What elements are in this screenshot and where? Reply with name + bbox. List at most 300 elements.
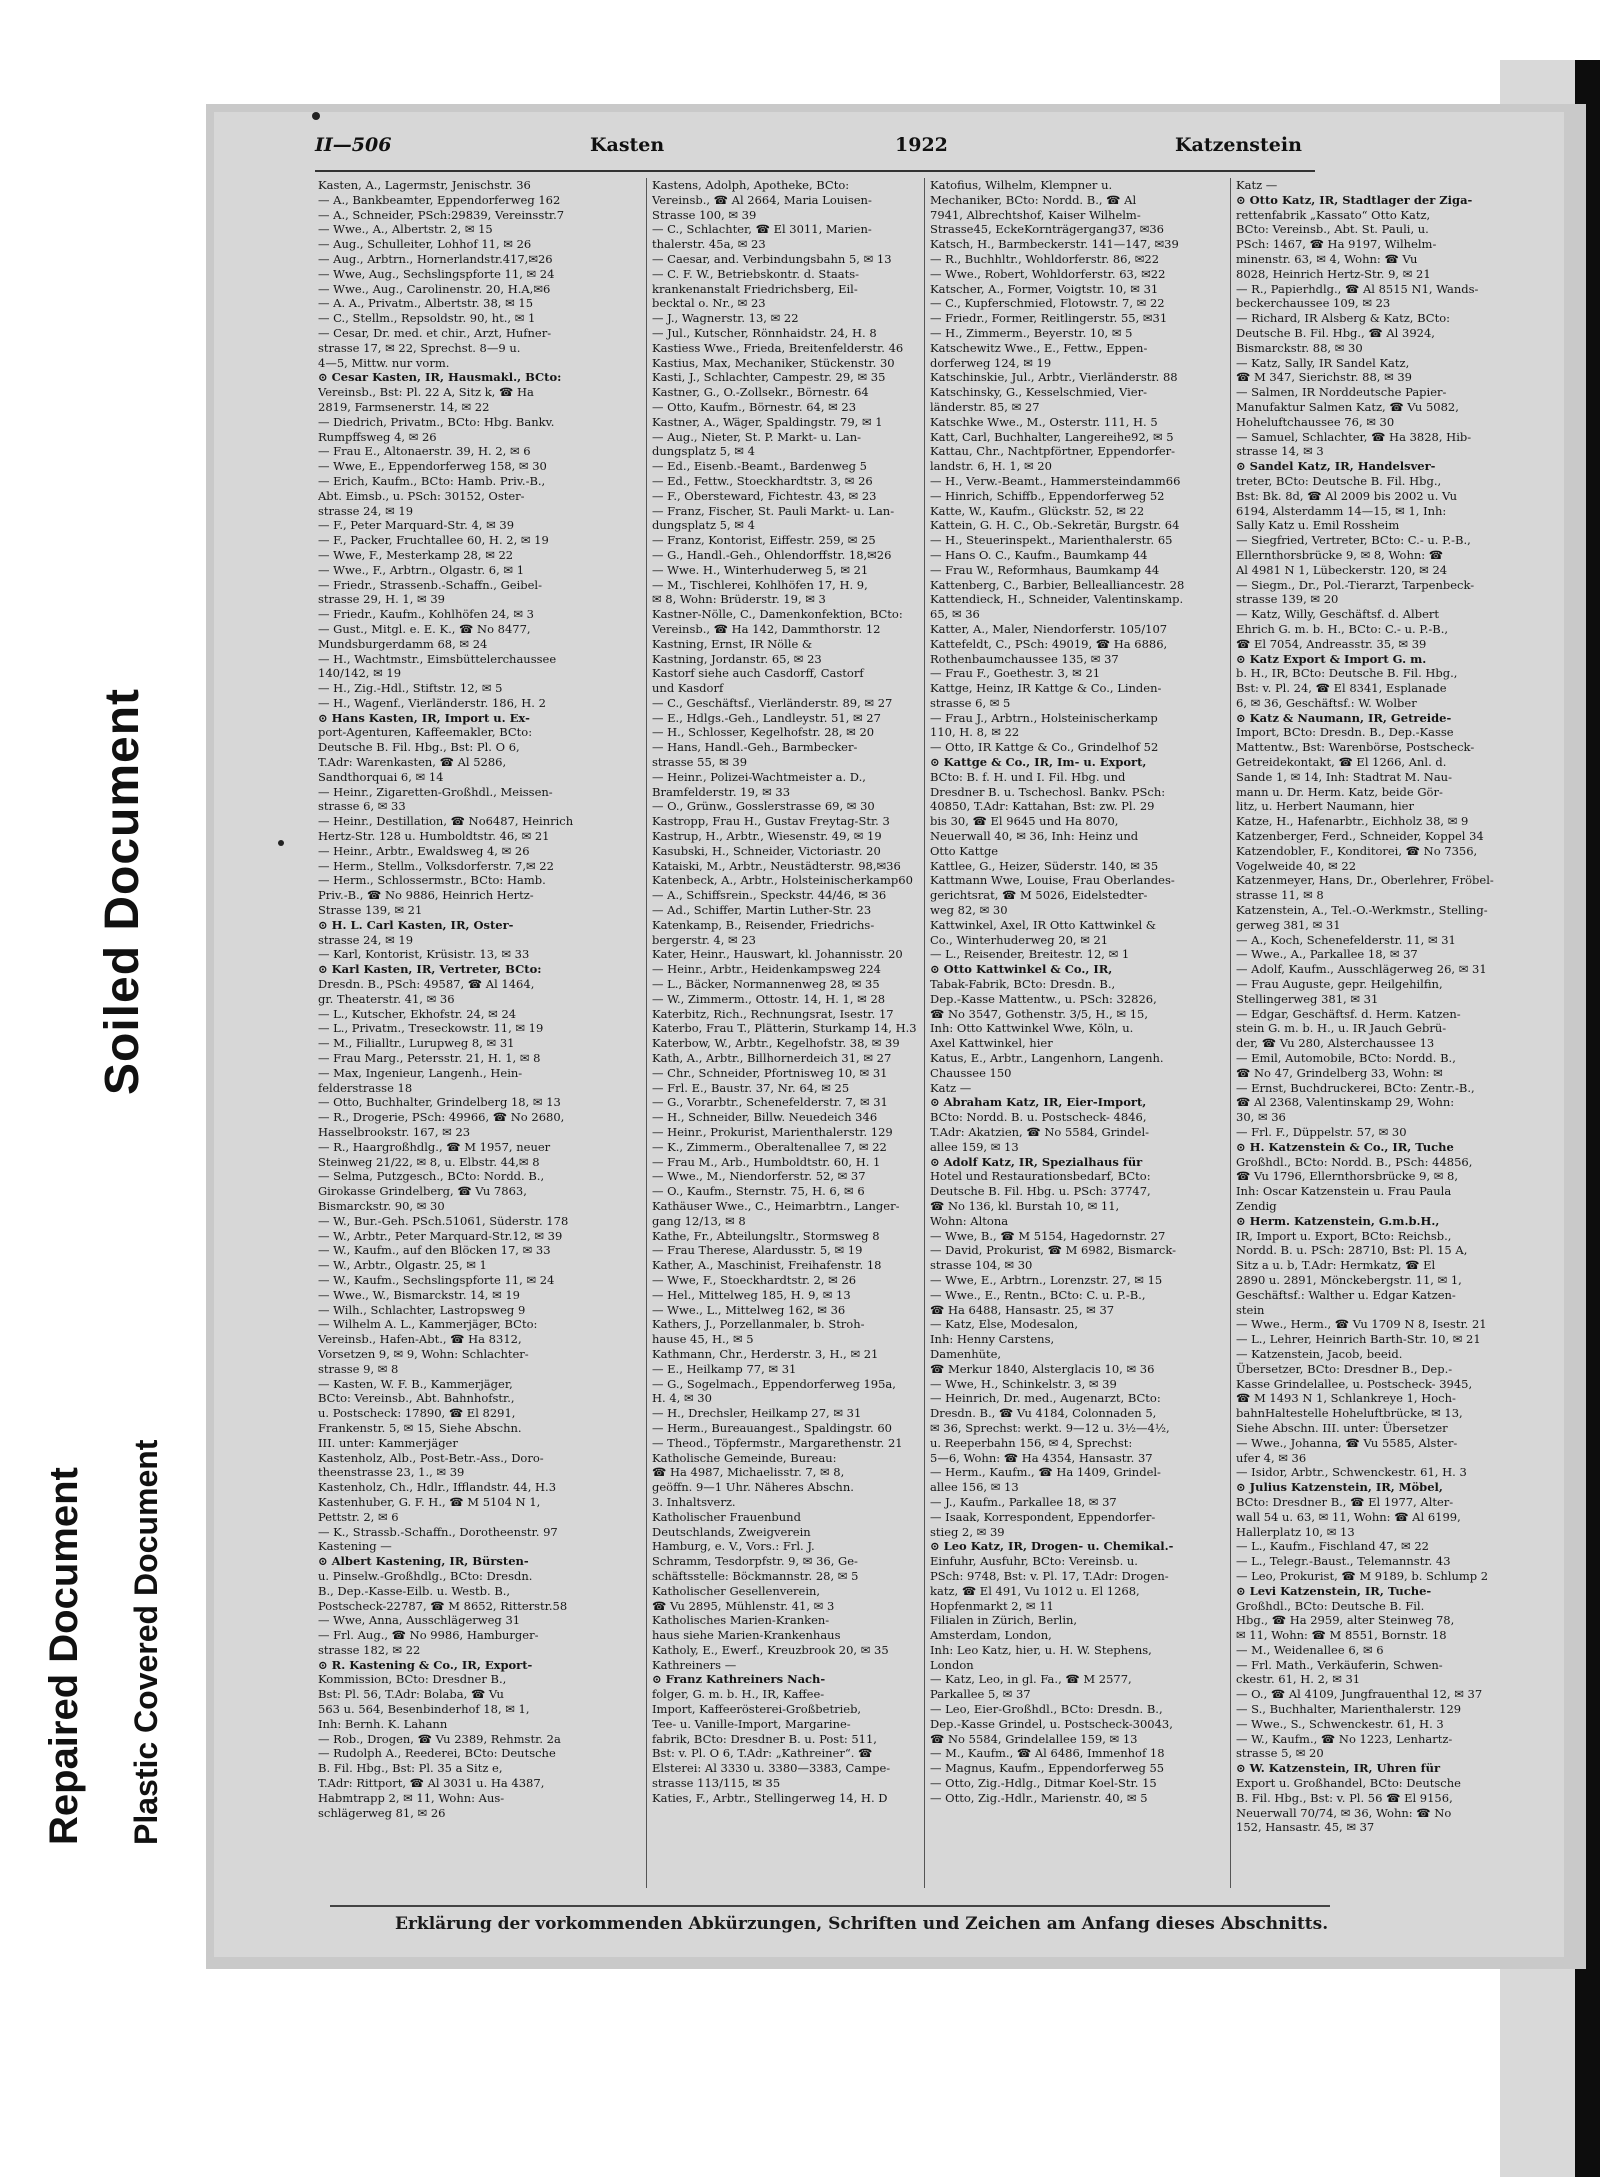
- directory-entry-line: Katte, W., Kaufm., Glückstr. 52, ✉ 22: [930, 503, 1145, 518]
- directory-entry-line: schäftsstelle: Böckmannstr. 28, ✉ 5: [652, 1568, 859, 1583]
- directory-entry-line: ⊙ R. Kastening & Co., IR, Export-: [318, 1657, 533, 1672]
- soiled-document-label: Soiled Document: [96, 687, 149, 1095]
- directory-entry-line: — Isaak, Korrespondent, Eppendorfer-: [930, 1509, 1156, 1524]
- directory-entry-line: — Wwe., Herm., ☎ Vu 1709 N 8, Isestr. 21: [1236, 1317, 1487, 1332]
- directory-entry-line: — H., Drechsler, Heilkamp 27, ✉ 31: [652, 1406, 862, 1421]
- directory-entry-line: gr. Theaterstr. 41, ✉ 36: [318, 991, 455, 1006]
- directory-entry-line: — Wwe., Robert, Wohldorferstr. 63, ✉22: [930, 266, 1166, 281]
- directory-entry-line: — Heinr., Arbtr., Heidenkampsweg 224: [652, 962, 881, 977]
- directory-entry-line: ⊙ Katz & Naumann, IR, Getreide-: [1236, 710, 1452, 725]
- directory-entry-line: — Siegm., Dr., Pol.-Tierarzt, Tarpenbeck-: [1236, 577, 1475, 592]
- directory-entry-line: strasse 5, ✉ 20: [1236, 1746, 1324, 1761]
- directory-entry-line: — H., Wachtmstr., Eimsbüttelerchaussee: [318, 651, 557, 666]
- directory-entry-line: hause 45, H., ✉ 5: [652, 1332, 754, 1347]
- directory-entry-line: Kastenholz, Alb., Post-Betr.-Ass., Doro-: [318, 1450, 544, 1465]
- directory-entry-line: — Rob., Drogen, ☎ Vu 2389, Rehmstr. 2a: [318, 1731, 561, 1746]
- directory-entry-line: — Franz, Kontorist, Eiffestr. 259, ✉ 25: [652, 533, 876, 548]
- directory-entry-line: — H., Zimmerm., Beyerstr. 10, ✉ 5: [930, 325, 1133, 340]
- directory-entry-line: gang 12/13, ✉ 8: [652, 1213, 746, 1228]
- header-first-entry: Kasten: [590, 134, 665, 156]
- directory-entry-line: — Friedr., Kaufm., Kohlhöfen 24, ✉ 3: [318, 607, 534, 622]
- directory-entry-line: ✉ 11, Wohn: ☎ M 8551, Bornstr. 18: [1236, 1628, 1447, 1643]
- directory-entry-line: geöffn. 9—1 Uhr. Näheres Abschn.: [652, 1480, 854, 1495]
- directory-entry-line: Katholy, E., Ewerf., Kreuzbrook 20, ✉ 35: [652, 1642, 889, 1657]
- directory-entry-line: Kattmann Wwe, Louise, Frau Oberlandes-: [930, 873, 1175, 888]
- directory-entry-line: — Otto, IR Kattge & Co., Grindelhof 52: [930, 740, 1159, 755]
- directory-entry-line: — O., Kaufm., Sternstr. 75, H. 6, ✉ 6: [652, 1184, 865, 1199]
- directory-entry-line: — Caesar, and. Verbindungsbahn 5, ✉ 13: [652, 251, 892, 266]
- directory-entry-line: BCto: Vereinsb., Abt. St. Pauli, u.: [1236, 222, 1429, 237]
- directory-entry-line: — Ad., Schiffer, Martin Luther-Str. 23: [652, 903, 872, 918]
- directory-entry-line: — Heinr., Zigaretten-Großhdl., Meissen-: [318, 784, 553, 799]
- directory-entry-line: — Rudolph A., Reederei, BCto: Deutsche: [318, 1746, 556, 1761]
- directory-entry-line: — O., ☎ Al 4109, Jungfrauenthal 12, ✉ 37: [1236, 1687, 1483, 1702]
- directory-column-3: [930, 178, 1230, 1888]
- directory-entry-line: Kathe, Fr., Abteilungsltr., Stormsweg 8: [652, 1228, 880, 1243]
- directory-entry-line: 563 u. 564, Besenbinderhof 18, ✉ 1,: [318, 1702, 530, 1717]
- directory-entry-line: — Wwe., L., Mittelweg 162, ✉ 36: [652, 1302, 846, 1317]
- directory-entry-line: — J., Wagnerstr. 13, ✉ 22: [652, 311, 799, 326]
- directory-entry-line: BCto: Vereinsb., Abt. Bahnhofstr.,: [318, 1391, 515, 1406]
- directory-entry-line: — Frau J., Arbtrn., Holsteinischerkamp: [930, 710, 1158, 725]
- directory-entry-line: — L., Privatm., Treseckowstr. 11, ✉ 19: [318, 1021, 544, 1036]
- directory-entry-line: Priv.-B., ☎ No 9886, Heinrich Hertz-: [318, 888, 534, 903]
- directory-entry-line: ⊙ Otto Katz, IR, Stadtlager der Ziga-: [1236, 192, 1473, 207]
- directory-entry-line: Deutsche B. Fil. Hbg. u. PSch: 37747,: [930, 1184, 1151, 1199]
- directory-entry-line: Neuerwall 40, ✉ 36, Inh: Heinz und: [930, 829, 1139, 844]
- directory-entry-line: Hoheluftchaussee 76, ✉ 30: [1236, 414, 1395, 429]
- directory-entry-line: Kastropp, Frau H., Gustav Freytag-Str. 3: [652, 814, 890, 829]
- directory-entry-line: Sally Katz u. Emil Rossheim: [1236, 518, 1400, 533]
- directory-entry-line: — Kasten, W. F. B., Kammerjäger,: [318, 1376, 513, 1391]
- directory-entry-line: — Heinr., Destillation, ☎ No6487, Heinrich: [318, 814, 574, 829]
- directory-entry-line: — Hel., Mittelweg 185, H. 9, ✉ 13: [652, 1287, 851, 1302]
- directory-entry-line: — Franz, Fischer, St. Pauli Markt- u. Lan-: [652, 503, 895, 518]
- directory-entry-line: mann u. Dr. Herm. Katz, beide Gör-: [1236, 784, 1443, 799]
- directory-entry-line: strasse 24, ✉ 19: [318, 932, 414, 947]
- directory-entry-line: — H., Wagenf., Vierländerstr. 186, H. 2: [318, 695, 546, 710]
- directory-entry-line: Katerbitz, Rich., Rechnungsrat, Isestr. 17: [652, 1006, 894, 1021]
- directory-entry-line: — Theod., Töpfermstr., Margarethenstr. 21: [652, 1435, 903, 1450]
- directory-entry-line: — Katzenstein, Jacob, beeid.: [1236, 1346, 1403, 1361]
- directory-entry-line: Katholischer Gesellenverein,: [652, 1583, 821, 1598]
- directory-entry-line: — Friedr., Former, Reitlingerstr. 55, ✉31: [930, 311, 1168, 326]
- directory-entry-line: — Karl, Kontorist, Krüsistr. 13, ✉ 33: [318, 947, 530, 962]
- directory-entry-line: — C., Kupferschmied, Flotowstr. 7, ✉ 22: [930, 296, 1165, 311]
- directory-entry-line: — A. A., Privatm., Albertstr. 38, ✉ 15: [318, 296, 534, 311]
- directory-entry-line: strasse 17, ✉ 22, Sprechst. 8—9 u.: [318, 340, 521, 355]
- directory-entry-line: Katschke Wwe., M., Osterstr. 111, H. 5: [930, 414, 1158, 429]
- directory-entry-line: dorferweg 124, ✉ 19: [930, 355, 1052, 370]
- directory-entry-line: 110, H. 8, ✉ 22: [930, 725, 1020, 740]
- directory-entry-line: Otto Kattge: [930, 843, 999, 858]
- directory-entry-line: — W., Kaufm., Sechslingspforte 11, ✉ 24: [318, 1272, 555, 1287]
- directory-entry-line: krankenanstalt Friedrichsberg, Eil-: [652, 281, 858, 296]
- directory-entry-line: folger, G. m. b. H., IR, Kaffee-: [652, 1687, 825, 1702]
- directory-entry-line: Übersetzer, BCto: Dresdner B., Dep.-: [1236, 1361, 1453, 1376]
- directory-entry-line: ⊙ Otto Kattwinkel & Co., IR,: [930, 962, 1113, 977]
- directory-entry-line: Import, Kaffeerösterei-Großbetrieb,: [652, 1702, 862, 1717]
- directory-entry-line: — Katz, Sally, IR Sandel Katz,: [1236, 355, 1410, 370]
- directory-entry-line: — Wwe, Aug., Sechslingspforte 11, ✉ 24: [318, 266, 555, 281]
- directory-entry-line: bahnHaltestelle Hoheluftbrücke, ✉ 13,: [1236, 1406, 1463, 1421]
- directory-entry-line: Axel Kattwinkel, hier: [930, 1036, 1053, 1051]
- directory-entry-line: Kasti, J., Schlachter, Campestr. 29, ✉ 35: [652, 370, 886, 385]
- directory-entry-line: BCto: Nordd. B. u. Postscheck- 4846,: [930, 1110, 1147, 1125]
- directory-entry-line: Vereinsb., Hafen-Abt., ☎ Ha 8312,: [318, 1332, 522, 1347]
- directory-entry-line: Zendig: [1236, 1198, 1277, 1213]
- directory-entry-line: — Cesar, Dr. med. et chir., Arzt, Hufner-: [318, 325, 552, 340]
- directory-entry-line: Rothenbaumchaussee 135, ✉ 37: [930, 651, 1119, 666]
- directory-entry-line: Hbg., ☎ Ha 2959, alter Steinweg 78,: [1236, 1613, 1455, 1628]
- directory-entry-line: Bst: v. Pl. O 6, T.Adr: „Kathreiner“. ☎: [652, 1746, 873, 1761]
- directory-entry-line: — A., Schneider, PSch:29839, Vereinsstr.7: [318, 207, 565, 222]
- directory-entry-line: fabrik, BCto: Dresdner B. u. Post: 511,: [652, 1731, 877, 1746]
- directory-entry-line: Deutsche B. Fil. Hbg., ☎ Al 3924,: [1236, 325, 1435, 340]
- directory-entry-line: ⊙ Katz Export & Import G. m.: [1236, 651, 1427, 666]
- directory-entry-line: — Frau M., Arb., Humboldtstr. 60, H. 1: [652, 1154, 881, 1169]
- directory-entry-line: — C., Schlachter, ☎ El 3011, Marien-: [652, 222, 872, 237]
- directory-entry-line: — Erich, Kaufm., BCto: Hamb. Priv.-B.,: [318, 473, 546, 488]
- directory-entry-line: Kastenhuber, G. F. H., ☎ M 5104 N 1,: [318, 1494, 541, 1509]
- directory-entry-line: 8028, Heinrich Hertz-Str. 9, ✉ 21: [1236, 266, 1431, 281]
- directory-entry-line: Katerbo, Frau T., Plätterin, Sturkamp 14, H.3: [652, 1021, 917, 1036]
- directory-entry-line: ⊙ Leo Katz, IR, Drogen- u. Chemikal.-: [930, 1539, 1174, 1554]
- directory-entry-line: — Wwe., F., Arbtrn., Olgastr. 6, ✉ 1: [318, 562, 525, 577]
- directory-entry-line: — Ed., Eisenb.-Beamt., Bardenweg 5: [652, 459, 867, 474]
- directory-entry-line: Strasse45, EckeKornträgergang37, ✉36: [930, 222, 1164, 237]
- directory-entry-line: — Magnus, Kaufm., Eppendorferweg 55: [930, 1761, 1165, 1776]
- directory-entry-line: ☎ Ha 6488, Hansastr. 25, ✉ 37: [930, 1302, 1115, 1317]
- directory-entry-line: — Wwe., S., Schwenckestr. 61, H. 3: [1236, 1716, 1444, 1731]
- directory-entry-line: — G., Sogelmach., Eppendorferweg 195a,: [652, 1376, 896, 1391]
- header-rule: [315, 170, 1315, 172]
- page-number: II—506: [315, 134, 392, 156]
- directory-entry-line: landstr. 6, H. 1, ✉ 20: [930, 459, 1052, 474]
- directory-entry-line: — Emil, Automobile, BCto: Nordd. B.,: [1236, 1051, 1456, 1066]
- directory-entry-line: ☎ No 47, Grindelberg 33, Wohn: ✉: [1236, 1065, 1443, 1080]
- directory-entry-line: Katter, A., Maler, Niendorferstr. 105/107: [930, 621, 1168, 636]
- directory-entry-line: BCto: Dresdner B., ☎ El 1977, Alter-: [1236, 1494, 1454, 1509]
- directory-entry-line: — L., Kutscher, Ekhofstr. 24, ✉ 24: [318, 1006, 517, 1021]
- directory-entry-line: ⊙ Abraham Katz, IR, Eier-Import,: [930, 1095, 1147, 1110]
- directory-entry-line: katz, ☎ El 491, Vu 1012 u. El 1268,: [930, 1583, 1140, 1598]
- directory-entry-line: — H., Verw.-Beamt., Hammersteindamm66: [930, 473, 1181, 488]
- directory-entry-line: — W., Bur.-Geh. PSch.51061, Süderstr. 178: [318, 1213, 569, 1228]
- directory-entry-line: — Frl. E., Baustr. 37, Nr. 64, ✉ 25: [652, 1080, 850, 1095]
- directory-entry-line: ⊙ W. Katzenstein, IR, Uhren für: [1236, 1761, 1441, 1776]
- directory-entry-line: länderstr. 85, ✉ 27: [930, 399, 1040, 414]
- directory-entry-line: — Heinr., Prokurist, Marienthalerstr. 129: [652, 1125, 893, 1139]
- directory-entry-line: Ehrich G. m. b. H., BCto: C.- u. P.-B.,: [1236, 621, 1449, 636]
- directory-entry-line: bis 30, ☎ El 9645 und Ha 8070,: [930, 814, 1119, 829]
- directory-entry-line: — Adolf, Kaufm., Ausschlägerweg 26, ✉ 31: [1236, 962, 1487, 977]
- directory-entry-line: Kattau, Chr., Nachtpförtner, Eppendorfer-: [930, 444, 1176, 459]
- abbreviations-footnote: Erklärung der vorkommenden Abkürzungen, Schriften und Zeichen am Anfang dieses Abschnitts.: [395, 1914, 1329, 1934]
- directory-entry-line: Neuerwall 70/74, ✉ 36, Wohn: ☎ No: [1236, 1805, 1452, 1820]
- directory-entry-line: Damenhüte,: [930, 1346, 1002, 1361]
- directory-entry-line: Kasse Grindelallee, u. Postscheck- 3945,: [1236, 1376, 1473, 1391]
- directory-entry-line: — L., Bäcker, Normannenweg 28, ✉ 35: [652, 977, 880, 992]
- directory-entry-line: — Siegfried, Vertreter, BCto: C.- u. P.-B.,: [1236, 533, 1471, 548]
- directory-entry-line: Inh: Bernh. K. Lahann: [318, 1716, 448, 1731]
- directory-entry-line: stieg 2, ✉ 39: [930, 1524, 1005, 1539]
- directory-entry-line: Bst: Pl. 56, T.Adr: Bolaba, ☎ Vu: [318, 1687, 504, 1702]
- directory-entry-line: — Wwe, F., Mesterkamp 28, ✉ 22: [318, 547, 514, 562]
- directory-entry-line: — H., Schneider, Billw. Neuedeich 346: [652, 1110, 878, 1125]
- directory-entry-line: Katschinsky, G., Kesselschmied, Vier-: [930, 385, 1147, 400]
- directory-entry-line: Katzenberger, Ferd., Schneider, Koppel 34: [1236, 829, 1484, 844]
- directory-column-1: [318, 178, 618, 1888]
- directory-entry-line: 2890 u. 2891, Mönckebergstr. 11, ✉ 1,: [1236, 1272, 1462, 1287]
- directory-entry-line: ⊙ Kattge & Co., IR, Im- u. Export,: [930, 755, 1147, 770]
- directory-entry-line: minenstr. 63, ✉ 4, Wohn: ☎ Vu: [1236, 251, 1418, 266]
- directory-entry-line: — Heinrich, Dr. med., Augenarzt, BCto:: [930, 1391, 1161, 1406]
- directory-entry-line: thalerstr. 45a, ✉ 23: [652, 237, 766, 252]
- directory-entry-line: Hotel und Restaurationsbedarf, BCto:: [930, 1169, 1151, 1184]
- directory-entry-line: ⊙ Sandel Katz, IR, Handelsver-: [1236, 459, 1436, 474]
- directory-entry-line: Hallerplatz 10, ✉ 13: [1236, 1524, 1355, 1539]
- directory-entry-line: 65, ✉ 36: [930, 607, 980, 622]
- directory-entry-line: weg 82, ✉ 30: [930, 903, 1008, 918]
- directory-entry-line: — Herm., Stellm., Volksdorferstr. 7,✉ 22: [318, 858, 554, 873]
- directory-entry-line: — Wwe., A., Albertstr. 2, ✉ 15: [318, 222, 493, 237]
- directory-entry-line: Kommission, BCto: Dresdner B.,: [318, 1672, 507, 1687]
- directory-entry-line: strasse 113/115, ✉ 35: [652, 1776, 781, 1791]
- header-year: 1922: [895, 134, 948, 156]
- directory-entry-line: Katschewitz Wwe., E., Fettw., Eppen-: [930, 340, 1148, 355]
- directory-entry-line: ⊙ Herm. Katzenstein, G.m.b.H.,: [1236, 1213, 1440, 1228]
- directory-entry-line: ⊙ Julius Katzenstein, IR, Möbel,: [1236, 1480, 1443, 1495]
- directory-entry-line: becktal o. Nr., ✉ 23: [652, 296, 766, 311]
- directory-entry-line: Deutsche B. Fil. Hbg., Bst: Pl. O 6,: [318, 740, 520, 755]
- directory-entry-line: Amsterdam, London,: [930, 1628, 1052, 1643]
- directory-entry-line: gerweg 381, ✉ 31: [1236, 917, 1341, 932]
- directory-entry-line: strasse 11, ✉ 8: [1236, 888, 1324, 903]
- directory-entry-line: Katenbeck, A., Arbtr., Holsteinischerkamp60: [652, 873, 913, 888]
- directory-entry-line: — Isidor, Arbtr., Schwenckestr. 61, H. 3: [1236, 1465, 1467, 1480]
- directory-entry-line: Abt. Eimsb., u. PSch: 30152, Oster-: [318, 488, 525, 503]
- directory-entry-line: — F., Obersteward, Fichtestr. 43, ✉ 23: [652, 488, 877, 503]
- directory-entry-line: Kastner, G., O.-Zollsekr., Börnestr. 64: [652, 385, 869, 400]
- directory-entry-line: — W., Arbtr., Olgastr. 25, ✉ 1: [318, 1258, 487, 1273]
- directory-entry-line: Kattefeldt, C., PSch: 49019, ☎ Ha 6886,: [930, 636, 1168, 651]
- directory-entry-line: — Frl. Aug., ☎ No 9986, Hamburger-: [318, 1628, 539, 1643]
- directory-entry-line: Co., Winterhuderweg 20, ✉ 21: [930, 932, 1109, 947]
- directory-entry-line: — Heinr., Polizei-Wachtmeister a. D.,: [652, 769, 866, 784]
- directory-entry-line: Elsterei: Al 3330 u. 3380—3383, Campe-: [652, 1761, 891, 1776]
- directory-entry-line: Großhdl., BCto: Nordd. B., PSch: 44856,: [1236, 1154, 1473, 1169]
- directory-entry-line: — Friedr., Strassenb.-Schaffn., Geibel-: [318, 577, 542, 592]
- directory-entry-line: Bst: Bk. 8d, ☎ Al 2009 bis 2002 u. Vu: [1236, 488, 1457, 503]
- footer-rule: [330, 1905, 1330, 1907]
- directory-entry-line: PSch: 1467, ☎ Ha 9197, Wilhelm-: [1236, 237, 1437, 252]
- directory-entry-line: strasse 24, ✉ 19: [318, 503, 414, 518]
- directory-entry-line: Strasse 100, ✉ 39: [652, 207, 757, 222]
- directory-entry-line: Nordd. B. u. PSch: 28710, Bst: Pl. 15 A,: [1236, 1243, 1468, 1258]
- plastic-covered-document-label: Plastic Covered Document: [128, 1439, 164, 1845]
- directory-entry-line: Ellernthorsbrücke 9, ✉ 8, Wohn: ☎: [1236, 547, 1444, 562]
- directory-entry-line: Kastens, Adolph, Apotheke, BCto:: [652, 178, 850, 192]
- directory-entry-line: — Aug., Nieter, St. P. Markt- u. Lan-: [652, 429, 862, 444]
- directory-entry-line: ☎ M 347, Sierichstr. 88, ✉ 39: [1236, 370, 1412, 385]
- directory-entry-line: — K., Strassb.-Schaffn., Dorotheenstr. 97: [318, 1524, 558, 1539]
- directory-entry-line: Kathers, J., Porzellanmaler, b. Stroh-: [652, 1317, 865, 1332]
- directory-entry-line: Vereinsb., ☎ Al 2664, Maria Louisen-: [652, 192, 872, 207]
- directory-entry-line: ⊙ Levi Katzenstein, IR, Tuche-: [1236, 1583, 1432, 1598]
- directory-entry-line: — David, Prokurist, ☎ M 6982, Bismarck-: [930, 1243, 1176, 1258]
- directory-entry-line: Import, BCto: Dresdn. B., Dep.-Kasse: [1236, 725, 1454, 740]
- directory-entry-line: — Jul., Kutscher, Rönnhaidstr. 24, H. 8: [652, 325, 877, 340]
- directory-entry-line: schlägerweg 81, ✉ 26: [318, 1805, 446, 1820]
- directory-entry-line: — L., Reisender, Breitestr. 12, ✉ 1: [930, 947, 1130, 962]
- directory-entry-line: Strasse 139, ✉ 21: [318, 903, 423, 918]
- directory-entry-line: T.Adr: Rittport, ☎ Al 3031 u. Ha 4387,: [318, 1776, 545, 1791]
- directory-entry-line: Dresdn. B., ☎ Vu 4184, Colonnaden 5,: [930, 1406, 1157, 1421]
- directory-entry-line: — E., Heilkamp 77, ✉ 31: [652, 1361, 797, 1376]
- directory-entry-line: allee 156, ✉ 13: [930, 1480, 1019, 1495]
- directory-entry-line: — A., Koch, Schenefelderstr. 11, ✉ 31: [1236, 932, 1456, 947]
- directory-entry-line: bergerstr. 4, ✉ 23: [652, 932, 756, 947]
- directory-entry-line: Geschäftsf.: Walther u. Edgar Katzen-: [1236, 1287, 1456, 1302]
- directory-entry-line: ⊙ Cesar Kasten, IR, Hausmakl., BCto:: [318, 370, 562, 385]
- directory-entry-line: ⊙ Hans Kasten, IR, Import u. Ex-: [318, 710, 530, 725]
- directory-entry-line: B. Fil. Hbg., Bst: Pl. 35 a Sitz e,: [318, 1761, 503, 1776]
- page-header: [315, 134, 1302, 164]
- directory-entry-line: — Frau W., Reformhaus, Baumkamp 44: [930, 562, 1160, 577]
- directory-entry-line: Kattwinkel, Axel, IR Otto Kattwinkel &: [930, 917, 1157, 932]
- directory-entry-line: — L., Telegr.-Baust., Telemannstr. 43: [1236, 1554, 1451, 1569]
- directory-entry-line: — G., Handl.-Geh., Ohlendorffstr. 18,✉26: [652, 547, 892, 562]
- directory-entry-line: der, ☎ Vu 280, Alsterchaussee 13: [1236, 1036, 1435, 1051]
- directory-entry-line: Steinweg 21/22, ✉ 8, u. Elbstr. 44,✉ 8: [318, 1154, 540, 1169]
- directory-entry-line: Katies, F., Arbtr., Stellingerweg 14, H. D: [652, 1790, 888, 1805]
- directory-column-4: [1236, 178, 1500, 1888]
- directory-entry-line: — Aug., Arbtrn., Hornerlandstr.417,✉26: [318, 251, 553, 266]
- directory-entry-line: Katsch, H., Barmbeckerstr. 141—147, ✉39: [930, 237, 1179, 252]
- directory-entry-line: ☎ No 3547, Gothenstr. 3/5, H., ✉ 15,: [930, 1006, 1149, 1021]
- directory-entry-line: Bst: v. Pl. 24, ☎ El 8341, Esplanade: [1236, 681, 1447, 696]
- directory-entry-line: — Frau F., Goethestr. 3, ✉ 21: [930, 666, 1101, 681]
- directory-entry-line: Sandthorquai 6, ✉ 14: [318, 769, 444, 784]
- directory-entry-line: — L., Lehrer, Heinrich Barth-Str. 10, ✉ 21: [1236, 1332, 1481, 1347]
- directory-entry-line: Tee- u. Vanille-Import, Margarine-: [652, 1716, 851, 1731]
- directory-entry-line: — H., Zig.-Hdl., Stiftstr. 12, ✉ 5: [318, 681, 503, 696]
- directory-entry-line: ✉ 36, Sprechst: werkt. 9—12 u. 3½—4½,: [930, 1420, 1170, 1435]
- directory-entry-line: ☎ Al 2368, Valentinskamp 29, Wohn:: [1236, 1095, 1455, 1110]
- directory-entry-line: — J., Kaufm., Parkallee 18, ✉ 37: [930, 1494, 1117, 1509]
- directory-entry-line: — F., Packer, Fruchtallee 60, H. 2, ✉ 19: [318, 533, 549, 548]
- directory-entry-line: u. Postscheck: 17890, ☎ El 8291,: [318, 1406, 516, 1421]
- directory-entry-line: B., Dep.-Kasse-Eilb. u. Westb. B.,: [318, 1583, 511, 1598]
- directory-entry-line: Kattendieck, H., Schneider, Valentinskamp.: [930, 592, 1184, 607]
- directory-entry-line: — Wwe, F., Stoeckhardtstr. 2, ✉ 26: [652, 1272, 857, 1287]
- directory-entry-line: — Heinr., Arbtr., Ewaldsweg 4, ✉ 26: [318, 843, 530, 858]
- directory-entry-line: Kattein, G. H. C., Ob.-Sekretär, Burgstr. 64: [930, 518, 1180, 533]
- directory-entry-line: Kathäuser Wwe., C., Heimarbtrn., Langer-: [652, 1198, 900, 1213]
- directory-entry-line: — Wwe, H., Schinkelstr. 3, ✉ 39: [930, 1376, 1117, 1391]
- directory-entry-line: stein: [1236, 1302, 1265, 1317]
- directory-entry-line: strasse 6, ✉ 33: [318, 799, 406, 814]
- directory-entry-line: ☎ Merkur 1840, Alsterglacis 10, ✉ 36: [930, 1361, 1155, 1376]
- directory-entry-line: treter, BCto: Deutsche B. Fil. Hbg.,: [1236, 473, 1442, 488]
- directory-entry-line: — M., Filialltr., Lurupweg 8, ✉ 31: [318, 1036, 515, 1051]
- directory-entry-line: — G., Vorarbtr., Schenefelderstr. 7, ✉ 31: [652, 1095, 888, 1110]
- directory-entry-line: Kastius, Max, Mechaniker, Stückenstr. 30: [652, 355, 895, 370]
- directory-entry-line: Frankenstr. 5, ✉ 15, Siehe Abschn.: [318, 1420, 522, 1435]
- directory-entry-line: — C., Stellm., Repsoldstr. 90, ht., ✉ 1: [318, 311, 536, 326]
- directory-entry-line: — Otto, Kaufm., Börnestr. 64, ✉ 23: [652, 399, 857, 414]
- directory-entry-line: — M., Kaufm., ☎ Al 6486, Immenhof 18: [930, 1746, 1165, 1761]
- directory-entry-line: — Herm., Kaufm., ☎ Ha 1409, Grindel-: [930, 1465, 1161, 1480]
- directory-entry-line: — A., Bankbeamter, Eppendorferweg 162: [318, 192, 561, 207]
- directory-entry-line: Katt, Carl, Buchhalter, Langereihe92, ✉ 5: [930, 429, 1174, 444]
- directory-entry-line: — Ernst, Buchdruckerei, BCto: Zentr.-B.,: [1236, 1080, 1475, 1095]
- directory-entry-line: Katzenstein, A., Tel.-O.-Werkmstr., Stelling-: [1236, 903, 1488, 918]
- directory-entry-line: Katus, E., Arbtr., Langenhorn, Langenh.: [930, 1051, 1164, 1066]
- directory-entry-line: Hopfenmarkt 2, ✉ 11: [930, 1598, 1054, 1613]
- directory-entry-line: Bismarckstr. 90, ✉ 30: [318, 1198, 445, 1213]
- directory-entry-line: Kataiski, M., Arbtr., Neustädterstr. 98,✉36: [652, 858, 901, 873]
- directory-entry-line: Mundsburgerdamm 68, ✉ 24: [318, 636, 488, 651]
- directory-entry-line: rettenfabrik „Kassato“ Otto Katz,: [1236, 207, 1431, 222]
- directory-entry-line: — Frau Marg., Petersstr. 21, H. 1, ✉ 8: [318, 1051, 541, 1066]
- column-divider: [1230, 178, 1231, 1888]
- directory-entry-line: ☎ Ha 4987, Michaelisstr. 7, ✉ 8,: [652, 1465, 845, 1480]
- directory-entry-line: Chaussee 150: [930, 1065, 1012, 1080]
- directory-entry-line: — O., Grünw., Gosslerstrasse 69, ✉ 30: [652, 799, 875, 814]
- directory-entry-line: — Wwe., A., Parkallee 18, ✉ 37: [1236, 947, 1418, 962]
- directory-entry-line: T.Adr: Warenkasten, ☎ Al 5286,: [318, 755, 507, 770]
- directory-entry-line: — R., Papierhdlg., ☎ Al 8515 N1, Wands-: [1236, 281, 1479, 296]
- directory-entry-line: — Diedrich, Privatm., BCto: Hbg. Bankv.: [318, 414, 555, 429]
- directory-entry-line: 140/142, ✉ 19: [318, 666, 402, 681]
- directory-entry-line: Katenkamp, B., Reisender, Friedrichs-: [652, 917, 875, 932]
- directory-entry-line: — Edgar, Geschäftsf. d. Herm. Katzen-: [1236, 1006, 1461, 1021]
- directory-entry-line: Hamburg, e. V., Vors.: Frl. J.: [652, 1539, 815, 1554]
- directory-entry-line: — Ed., Fettw., Stoeckhardtstr. 3, ✉ 26: [652, 473, 873, 488]
- directory-entry-line: dungsplatz 5, ✉ 4: [652, 444, 755, 459]
- directory-entry-line: ufer 4, ✉ 36: [1236, 1450, 1307, 1465]
- directory-entry-line: — E., Hdlgs.-Geh., Landleystr. 51, ✉ 27: [652, 710, 881, 725]
- directory-entry-line: Katz —: [930, 1080, 972, 1095]
- directory-entry-line: u. Reeperbahn 156, ✉ 4, Sprechst:: [930, 1435, 1133, 1450]
- directory-entry-line: Pettstr. 2, ✉ 6: [318, 1509, 399, 1524]
- directory-entry-line: Kastenholz, Ch., Hdlr., Ifflandstr. 44, H.3: [318, 1480, 557, 1495]
- directory-entry-line: wall 54 u. 63, ✉ 11, Wohn: ☎ Al 6199,: [1236, 1509, 1461, 1524]
- directory-entry-line: — Wwe., M., Niendorferstr. 52, ✉ 37: [652, 1169, 866, 1184]
- directory-entry-line: ⊙ H. L. Carl Kasten, IR, Oster-: [318, 917, 514, 932]
- directory-entry-line: Mattentw., Bst: Warenbörse, Postscheck-: [1236, 740, 1475, 755]
- directory-entry-line: ⊙ Franz Kathreiners Nach-: [652, 1672, 826, 1687]
- directory-entry-line: 40850, T.Adr: Kattahan, Bst: zw. Pl. 29: [930, 799, 1155, 814]
- directory-entry-line: Rumpffsweg 4, ✉ 26: [318, 429, 437, 444]
- directory-entry-line: Katholisches Marien-Kranken-: [652, 1613, 830, 1628]
- directory-entry-line: — Katz, Leo, in gl. Fa., ☎ M 2577,: [930, 1672, 1132, 1687]
- directory-entry-line: Habmtrapp 2, ✉ 11, Wohn: Aus-: [318, 1790, 505, 1805]
- directory-entry-line: — Hans O. C., Kaufm., Baumkamp 44: [930, 547, 1148, 562]
- directory-entry-line: — Otto, Buchhalter, Grindelberg 18, ✉ 13: [318, 1095, 561, 1110]
- directory-column-2: [652, 178, 952, 1888]
- directory-entry-line: beckerchaussee 109, ✉ 23: [1236, 296, 1391, 311]
- directory-entry-line: — Gust., Mitgl. e. E. K., ☎ No 8477,: [318, 621, 531, 636]
- directory-entry-line: — Salmen, IR Norddeutsche Papier-: [1236, 385, 1447, 400]
- directory-entry-line: London: [930, 1657, 974, 1672]
- directory-entry-line: ☎ No 5584, Grindelallee 159, ✉ 13: [930, 1731, 1138, 1746]
- directory-entry-line: strasse 9, ✉ 8: [318, 1361, 399, 1376]
- header-last-entry: Katzenstein: [1175, 134, 1302, 156]
- directory-entry-line: — Wwe., Aug., Carolinenstr. 20, H.A,✉6: [318, 281, 551, 296]
